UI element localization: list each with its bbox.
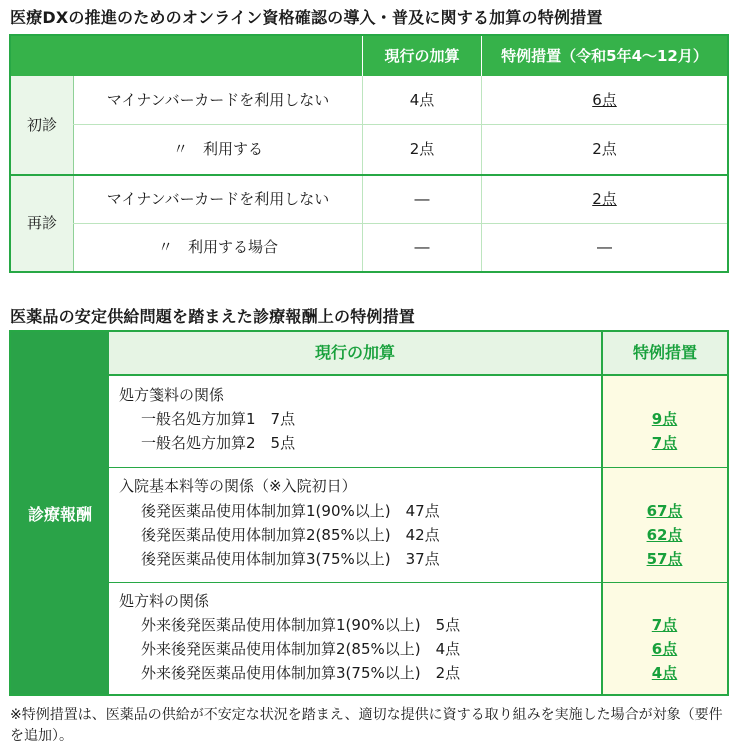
row-current: 4点 bbox=[409, 91, 435, 109]
table2-header-current: 現行の加算 bbox=[314, 343, 395, 362]
row-special: ― bbox=[597, 238, 612, 256]
divider bbox=[109, 467, 727, 468]
row-current: ― bbox=[414, 190, 430, 208]
row-current: ― bbox=[414, 238, 430, 256]
row-item: 〃 利用する場合 bbox=[157, 238, 278, 256]
special-value: 9点 bbox=[651, 410, 678, 428]
table2-header-special: 特例措置 bbox=[632, 343, 697, 362]
list-item: 後発医薬品使用体制加算3(75%以上) 37点 bbox=[141, 550, 440, 568]
footnote: ※特例措置は、医薬品の供給が不安定な状況を踏まえ、適切な提供に資する取り組みを実施した場合が対象（要件を追加）。 bbox=[10, 707, 723, 744]
divider bbox=[109, 374, 727, 376]
list-item: 外来後発医薬品使用体制加算1(90%以上) 5点 bbox=[141, 616, 461, 634]
table2-title: 医薬品の安定供給問題を踏まえた診療報酬上の特例措置 bbox=[10, 307, 416, 326]
divider bbox=[109, 582, 727, 583]
list-item: 外来後発医薬品使用体制加算2(85%以上) 4点 bbox=[141, 640, 461, 658]
side-label: 診療報酬 bbox=[27, 504, 92, 524]
medicine-supply-table bbox=[9, 330, 729, 696]
special-value: 57点 bbox=[646, 550, 683, 568]
section-heading: 入院基本料等の関係（※入院初日） bbox=[119, 477, 357, 495]
list-item: 一般名処方加算1 7点 bbox=[141, 410, 296, 428]
online-qualification-table bbox=[9, 34, 729, 273]
special-value: 67点 bbox=[646, 502, 683, 520]
special-value: 6点 bbox=[651, 640, 678, 658]
section-heading: 処方箋料の関係 bbox=[119, 386, 225, 404]
list-item: 外来後発医薬品使用体制加算3(75%以上) 2点 bbox=[141, 664, 461, 682]
row-current: 2点 bbox=[409, 140, 435, 158]
section-heading: 処方料の関係 bbox=[119, 592, 210, 610]
group-label-revisit: 再診 bbox=[11, 176, 73, 271]
special-value: 4点 bbox=[651, 664, 678, 682]
row-special: 2点 bbox=[592, 140, 617, 158]
divider bbox=[481, 36, 482, 76]
row-item: マイナンバーカードを利用しない bbox=[106, 91, 330, 109]
list-item: 一般名処方加算2 5点 bbox=[141, 434, 296, 452]
row-item: マイナンバーカードを利用しない bbox=[106, 190, 330, 208]
group-label-first-visit: 初診 bbox=[11, 76, 73, 174]
list-item: 後発医薬品使用体制加算1(90%以上) 47点 bbox=[141, 502, 440, 520]
special-value: 62点 bbox=[646, 526, 683, 544]
list-item: 後発医薬品使用体制加算2(85%以上) 42点 bbox=[141, 526, 440, 544]
row-special: 2点 bbox=[592, 190, 617, 208]
special-value: 7点 bbox=[651, 616, 678, 634]
row-special: 6点 bbox=[592, 91, 617, 109]
row-item: 〃 利用する bbox=[172, 140, 263, 158]
table1-header-current: 現行の加算 bbox=[384, 47, 460, 65]
special-value: 7点 bbox=[651, 434, 678, 452]
table1-title: 医療DXの推進のためのオンライン資格確認の導入・普及に関する加算の特例措置 bbox=[10, 8, 603, 27]
table1-header-special: 特例措置（令和5年4〜12月） bbox=[501, 47, 708, 65]
